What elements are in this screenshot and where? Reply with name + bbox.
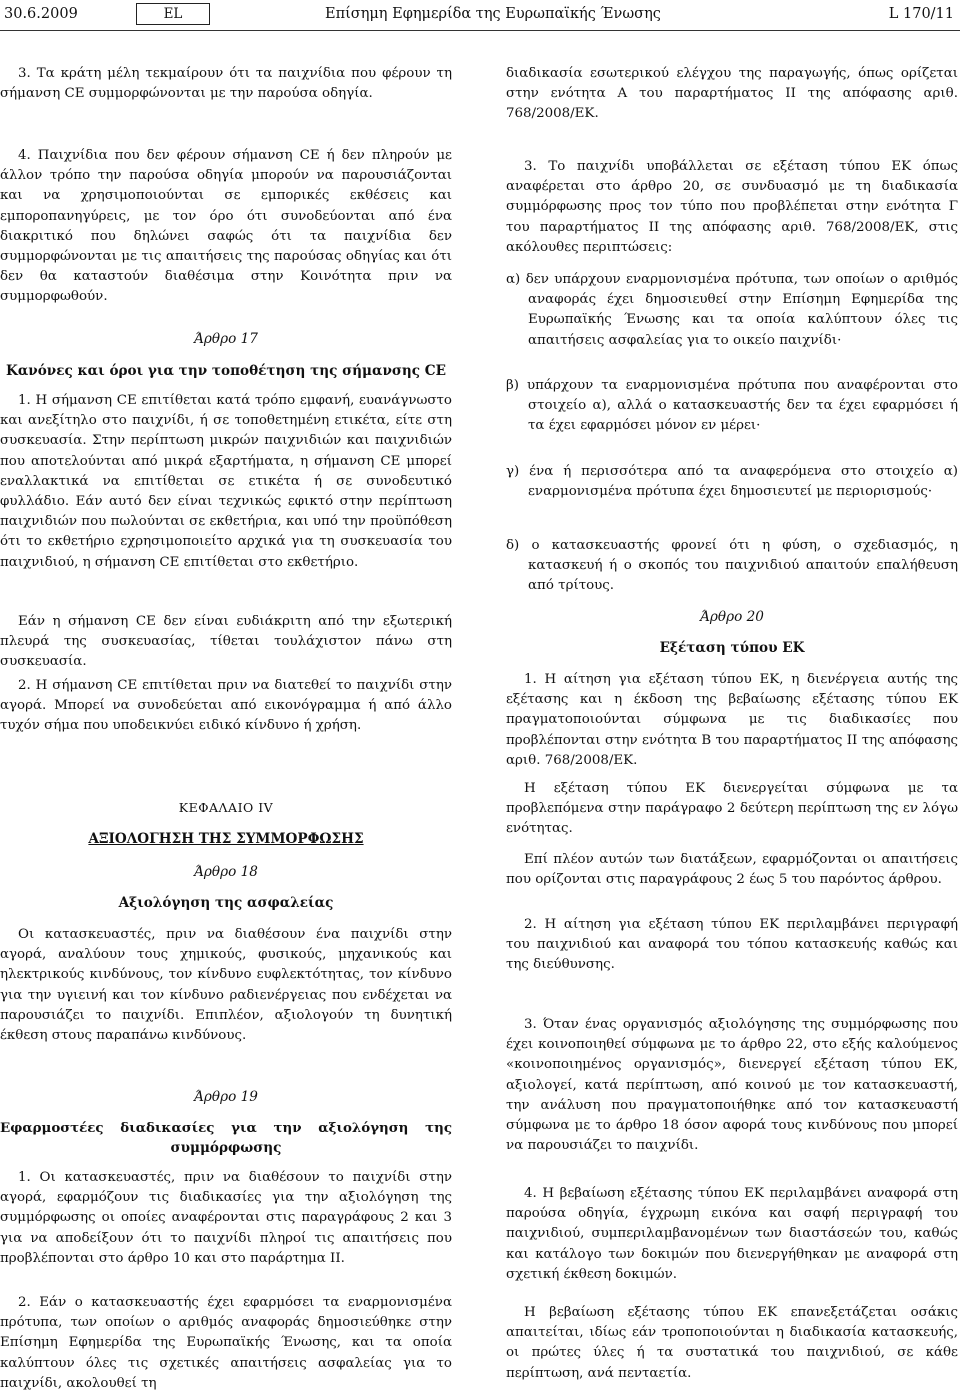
list-item-b: β) υπάρχουν τα εναρμονισμένα πρότυπα που αναφέρονται στο στοιχείο α), αλλά ο κατασκευαστής δεν τα έχει εφαρμόσει ή τα έχει εφαρμόσει μόνον εν μέρει· [506, 378, 958, 434]
list-item-c: γ) ένα ή περισσότερα από τα αναφερόμενα στο στοιχείο α) εναρμονισμένα πρότυπα έχει δημοσιευτεί με περιορισμούς· [506, 464, 958, 500]
chapter-label: ΚΕΦΑΛΑΙΟ IV [178, 800, 274, 815]
article-17-paragraph-2: 2. Η σήμανση CE επιτίθεται πριν να διατεθεί το παιχνίδι στην αγορά. Μπορεί να συνοδεύεται από εικονόγραμμα ή από άλλο τυχόν σήμα που υποδεικνύει ειδικό κίνδυνο ή χρήση. [0, 678, 452, 734]
article-20-paragraph-3: 3. Όταν ένας οργανισμός αξιολόγησης της συμμόρφωσης που έχει κοινοποιηθεί σύμφωνα με το άρθρο 22, στο εξής καλούμενος «κοινοποιημένος οργανισμός», διενεργεί εξέταση τύπου ΕΚ, αξιολογεί, κατά περίπτωση, από κοινού με τον κατασκευαστή, την ανάλυση που πραγματοποιήθηκε από τον κατασκευαστή σύμφωνα με το άρθρο 18 όσον αφορά τους κινδύνους που μπορεί να παρουσιάζει το παιχνίδι. [506, 1017, 958, 1154]
language-code-box: EL [136, 3, 210, 25]
page-header [0, 0, 960, 40]
article-17-label: Άρθρο 17 [194, 331, 258, 347]
paragraph-3-right: 3. Το παιχνίδι υποβάλλεται σε εξέταση τύπου ΕΚ όπως αναφέρεται στο άρθρο 20, σε συνδυασμό με τη διαδικασία συμμόρφωσης προς τον τύπο που προβλέπεται στην ενότητα Γ του παραρτήματος II της απόφασης αριθ. 768/2008/ΕΚ, στις ακόλουθες περιπτώσεις: [506, 159, 958, 255]
article-19-title-line1: Εφαρμοστέες διαδικασίες για την αξιολόγηση της [0, 1120, 452, 1136]
article-20-label: Άρθρο 20 [700, 609, 764, 625]
paragraph-4: 4. Παιχνίδια που δεν φέρουν σήμανση CE ή δεν πληρούν με άλλον τρόπο την παρούσα οδηγία μπορούν να παρουσιάζονται και να χρησιμοποιούνται σε εμπορικές εκθέσεις και εμποροπανηγύρεις, με τον όρο ότι συνοδεύονται από ένα διακριτικό που δηλώνει σαφώς ότι τα παιχνίδια δεν συμμορφώνονται με τις απαιτήσεις της παρούσας οδηγίας και ότι δεν θα καταστούν διαθέσιμα στην Κοινότητα πριν να συμμορφωθούν. [0, 148, 452, 305]
article-20-paragraph-1: 1. Η αίτηση για εξέταση τύπου ΕΚ, η διενέργεια αυτής της εξέτασης και η έκδοση της βεβαίωσης εξέτασης τύπου ΕΚ πραγματοποιούνται σύμφωνα με τις διαδικασίες που προβλέπονται στην ενότητα Β του παραρτήματος II της απόφασης αριθ. 768/2008/ΕΚ. [506, 672, 958, 768]
article-19-label: Άρθρο 19 [194, 1089, 258, 1105]
article-18-title: Αξιολόγηση της ασφαλείας [118, 895, 334, 911]
article-17-paragraph-1b: Εάν η σήμανση CE δεν είναι ευδιάκριτη από την εξωτερική πλευρά της συσκευασίας, τίθεται τουλάχιστον πάνω στη συσκευασία. [0, 614, 452, 670]
article-17-paragraph-1: 1. Η σήμανση CE επιτίθεται κατά τρόπο εμφανή, ευανάγνωστο και ανεξίτηλο στο παιχνίδι, ή σε τοποθετημένη ετικέτα, είτε στη συσκευασία. Στην περίπτωση μικρών παιχνιδιών και παιχνιδιών που αποτελούνται από μικρά εξαρτήματα, η σήμανση CE μπορεί εναλλακτικά να επιτίθεται σε ετικέτα ή σε συνοδευτικό φυλλάδιο. Εάν αυτό δεν είναι τεχνικώς εφικτό στην περίπτωση παιχνιδιών που πωλούνται σε εκθετήρια, και υπό την προϋπόθεση ότι το εκθετήριο εχρησιμοποιείτο αρχικά για τη συσκευασία του παιχνιδιού, η σήμανση CE επιτίθεται στο εκθετήριο. [0, 393, 452, 570]
list-item-a: α) δεν υπάρχουν εναρμονισμένα πρότυπα, των οποίων ο αριθμός αναφοράς έχει δημοσιευθεί στην Επίσημη Εφημερίδα της Ευρωπαϊκής Ένωσης και τα οποία καλύπτουν όλες τις απαιτήσεις ασφαλείας για το οικείο παιχνίδι· [506, 272, 958, 348]
article-20-title: Εξέταση τύπου ΕΚ [659, 640, 805, 656]
paragraph-3: 3. Τα κράτη μέλη τεκμαίρουν ότι τα παιχνίδια που φέρουν τη σήμανση CE συμμορφώνονται με την παρούσα οδηγία. [0, 66, 452, 102]
article-19-title-line2: συμμόρφωσης [170, 1140, 282, 1156]
article-20-paragraph-1c: Επί πλέον αυτών των διατάξεων, εφαρμόζονται οι απαιτήσεις που ορίζονται στις παραγράφους 2 έως 5 του παρόντος άρθρου. [506, 852, 958, 888]
continuation-paragraph: διαδικασία εσωτερικού ελέγχου της παραγωγής, όπως ορίζεται στην ενότητα Α του παραρτήματος II της απόφασης αριθ. 768/2008/ΕΚ. [506, 66, 958, 122]
article-19-paragraph-2: 2. Εάν ο κατασκευαστής έχει εφαρμόσει τα εναρμονισμένα πρότυπα, των οποίων ο αριθμός αναφοράς δημοσιεύθηκε στην Επίσημη Εφημερίδα της Ευρωπαϊκής Ένωσης, και τα οποία καλύπτουν όλες τις σχετικές απαιτήσεις ασφαλείας για το παιχνίδι, ακολουθεί τη [0, 1295, 452, 1391]
page-number: L 170/11 [888, 6, 954, 22]
chapter-title: ΑΞΙΟΛΟΓΗΣΗ ΤΗΣ ΣΥΜΜΟΡΦΩΣΗΣ [88, 831, 364, 847]
article-19-paragraph-1: 1. Οι κατασκευαστές, πριν να διαθέσουν το παιχνίδι στην αγορά, εφαρμόζουν τις διαδικασίες για την αξιολόγηση της συμμόρφωσης οι οποίες αναφέρονται στις παραγράφους 2 και 3 για να αποδείξουν ότι το παιχνίδι πληροί τις απαιτήσεις που προβλέπονται στο άρθρο 10 και στο παράρτημα II. [0, 1170, 452, 1266]
article-20-paragraph-4: 4. Η βεβαίωση εξέτασης τύπου ΕΚ περιλαμβάνει αναφορά στη παρούσα οδηγία, έγχρωμη εικόνα και σαφή περιγραφή του παιχνιδιού, συμπεριλαμβανομένων των διαστάσεών του, καθώς και κατάλογο των δοκιμών που διενεργήθηκαν με αναφορά στη σχετική έκθεση δοκιμών. [506, 1186, 958, 1282]
list-item-d: δ) ο κατασκευαστής φρονεί ότι η φύση, ο σχεδιασμός, η κατασκευή ή ο σκοπός του παιχνιδιού απαιτούν επαλήθευση από τρίτους. [506, 538, 958, 594]
journal-title: Επίσημη Εφημερίδα της Ευρωπαϊκής Ένωσης [325, 6, 661, 22]
publication-date: 30.6.2009 [4, 6, 78, 22]
article-20-paragraph-4b: Η βεβαίωση εξέτασης τύπου ΕΚ επανεξετάζεται οσάκις απαιτείται, ιδίως εάν τροποποιούνται η διαδικασία κατασκευής, οι πρώτες ύλες ή τα συστατικά του παιχνιδιού, σε κάθε περίπτωση, ανά πενταετία. [506, 1305, 958, 1381]
article-18-paragraph: Οι κατασκευαστές, πριν να διαθέσουν ένα παιχνίδι στην αγορά, αναλύουν τους χημικούς, φυσικούς, μηχανικούς και ηλεκτρικούς κινδύνους, τον κίνδυνο ευφλεκτότητας, τον κίνδυνο για την υγιεινή και τον κίνδυνο ραδιενέργειας που ενδέχεται να παρουσιάζει το παιχνίδι. Επιπλέον, αξιολογούν τη δυνητική έκθεση στους παραπάνω κινδύνους. [0, 927, 452, 1044]
article-20-paragraph-2: 2. Η αίτηση για εξέταση τύπου ΕΚ περιλαμβάνει περιγραφή του παιχνιδιού και αναφορά του τόπου κατασκευής καθώς και της διεύθυνσης. [506, 917, 958, 973]
header-rule [0, 30, 960, 31]
article-18-label: Άρθρο 18 [194, 864, 258, 880]
article-20-paragraph-1b: Η εξέταση τύπου ΕΚ διενεργείται σύμφωνα με τα προβλεπόμενα στην παράγραφο 2 δεύτερη περίπτωση της εν λόγω ενότητας. [506, 781, 958, 837]
article-17-title: Κανόνες και όροι για την τοποθέτηση της σήμανσης CE [6, 363, 446, 379]
